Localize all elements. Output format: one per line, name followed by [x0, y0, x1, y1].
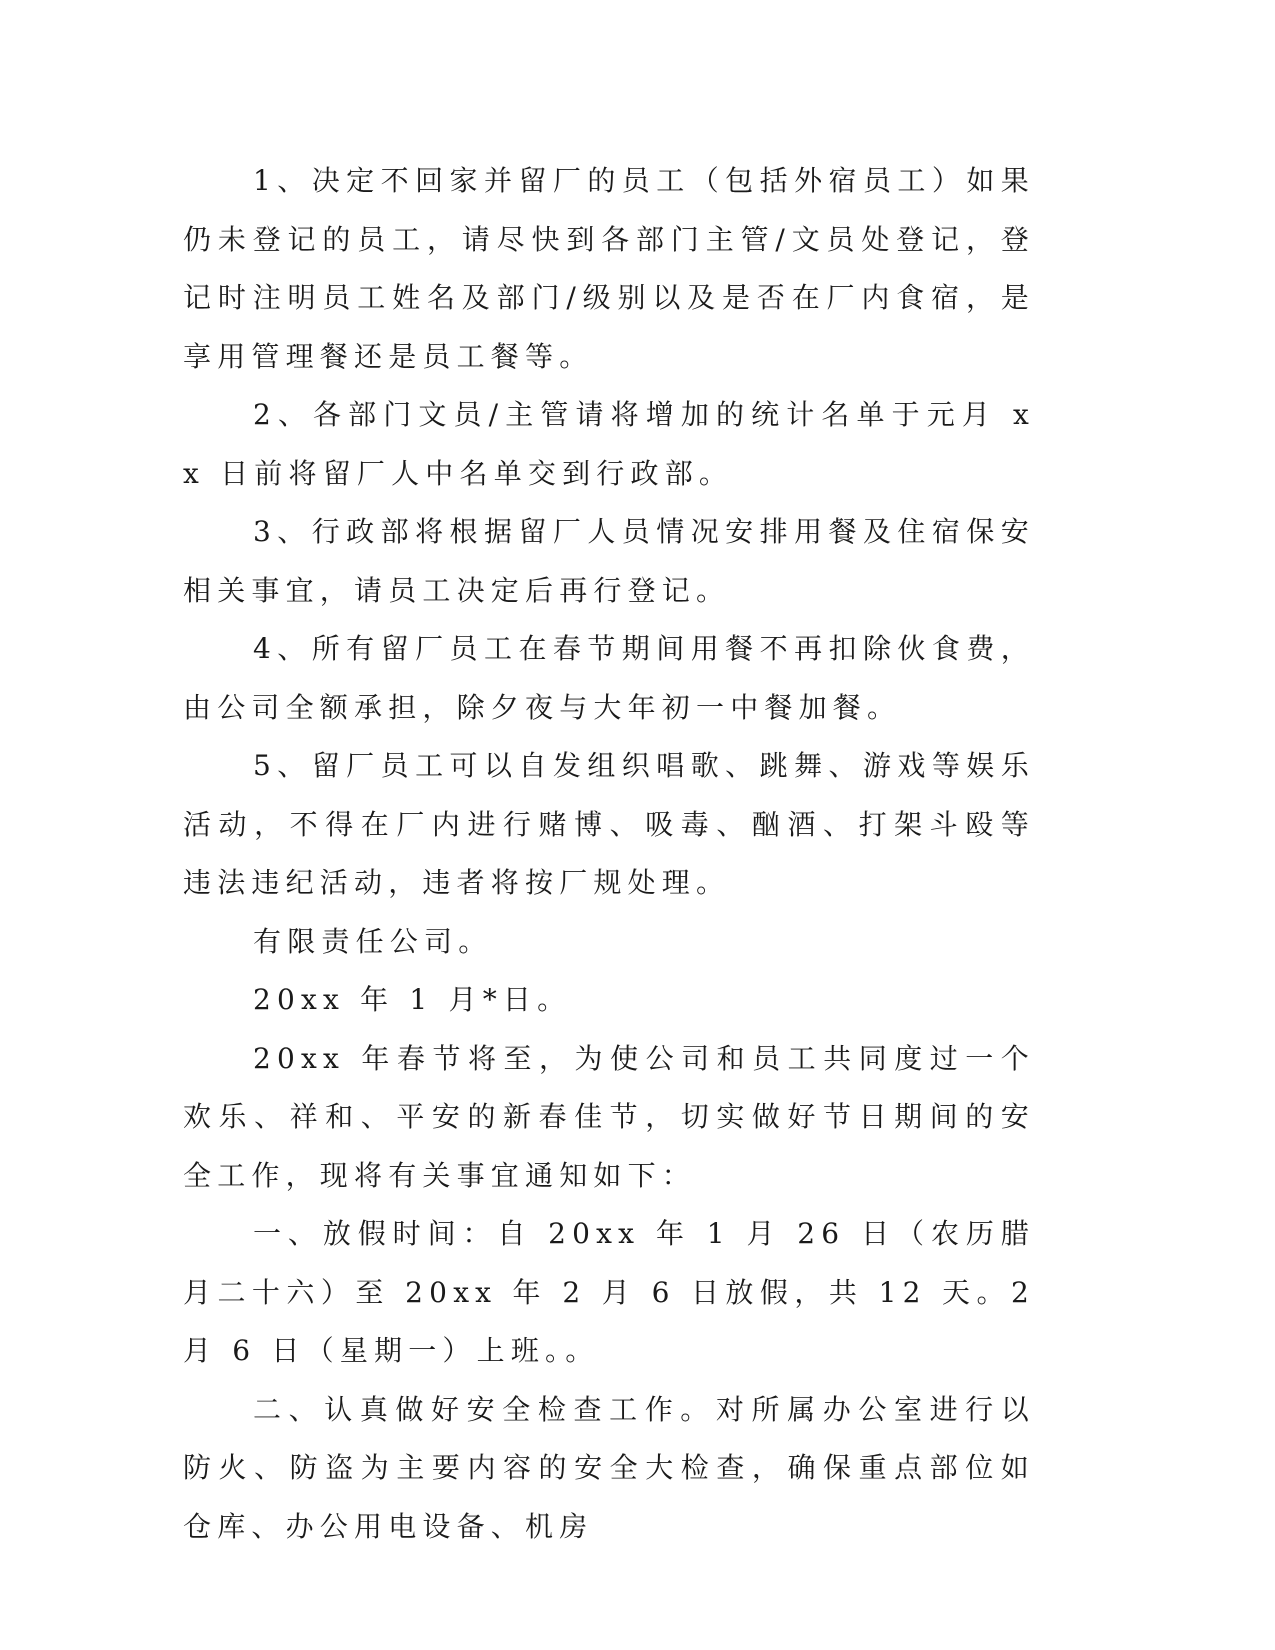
holiday-time-item: 一、放假时间：自 20xx 年 1 月 26 日（农历腊月二十六）至 20xx 年 2 月 6 日放假，共 12 天。2 月 6 日（星期一）上班。。 [183, 1217, 1035, 1367]
paragraph-item-3: 3、行政部将根据留厂人员情况安排用餐及住宿保安相关事宜，请员工决定后再行登记。 [183, 515, 1035, 607]
safety-check-item: 二、认真做好安全检查工作。对所属办公室进行以防火、防盗为主要内容的安全大检查，确保重点部位如仓库、办公用电设备、机房 [183, 1392, 1035, 1543]
notice-intro: 20xx 年春节将至，为使公司和员工共同度过一个欢乐、祥和、平安的新春佳节，切实做好节日期间的安全工作，现将有关事宜通知如下： [183, 1041, 1035, 1192]
document-body [183, 152, 1035, 1556]
paragraph-item-2: 2、各部门文员/主管请将增加的统计名单于元月 xx 日前将留厂人中名单交到行政部。 [183, 398, 1035, 490]
paragraph-item-5: 5、留厂员工可以自发组织唱歌、跳舞、游戏等娱乐活动，不得在厂内进行赌博、吸毒、酗酒、打架斗殴等违法违纪活动，违者将按厂规处理。 [183, 749, 1035, 899]
paragraph-item-4: 4、所有留厂员工在春节期间用餐不再扣除伙食费，由公司全额承担，除夕夜与大年初一中餐加餐。 [183, 632, 1035, 724]
company-signature: 有限责任公司。 [253, 924, 493, 958]
signature-date: 20xx 年 1 月*日。 [253, 983, 572, 1016]
paragraph-item-1: 1、决定不回家并留厂的员工（包括外宿员工）如果仍未登记的员工，请尽快到各部门主管/文员处登记，登记时注明员工姓名及部门/级别以及是否在厂内食宿，是享用管理餐还是员工餐等。 [183, 164, 1035, 373]
